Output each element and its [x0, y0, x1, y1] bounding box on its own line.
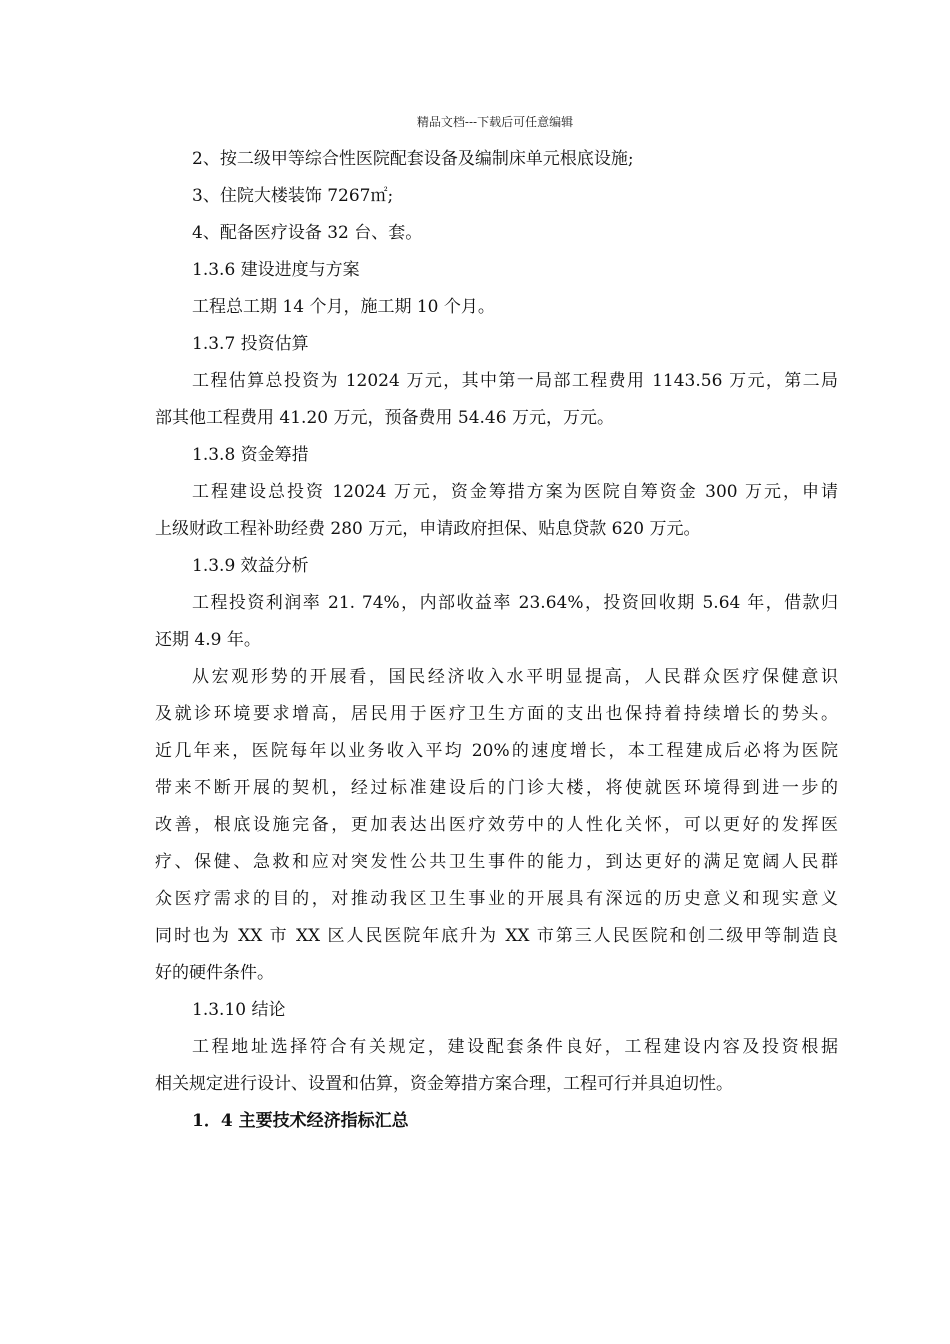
- paragraph-macro-line-9: 好的硬件条件。: [155, 963, 274, 983]
- section-heading-1-3-9: 1.3.9 效益分析: [192, 556, 309, 576]
- paragraph-macro-line-6: 疗、保健、急救和应对突发性公共卫生事件的能力，到达更好的满足宽阔人民群: [155, 852, 838, 872]
- paragraph-conclusion-line-2: 相关规定进行设计、设置和估算，资金筹措方案合理，工程可行并具迫切性。: [155, 1074, 733, 1094]
- paragraph-macro-line-4: 带来不断开展的契机，经过标准建设后的门诊大楼，将使就医环境得到进一步的: [155, 778, 838, 798]
- paragraph-conclusion-line-1: 工程地址选择符合有关规定，建设配套条件良好，工程建设内容及投资根据: [192, 1037, 838, 1057]
- paragraph-macro-line-7: 众医疗需求的目的，对推动我区卫生事业的开展具有深远的历史意义和现实意义: [155, 889, 838, 909]
- page-header: 精品文档---下载后可任意编辑: [416, 115, 574, 129]
- paragraph-funding-line-2: 上级财政工程补助经费 280 万元，申请政府担保、贴息贷款 620 万元。: [155, 519, 701, 539]
- list-item-2: 2、按二级甲等综合性医院配套设备及编制床单元根底设施;: [192, 149, 634, 169]
- section-heading-1-3-10: 1.3.10 结论: [192, 1000, 286, 1020]
- document-body: [155, 141, 838, 1140]
- section-heading-1-4: 1．4 主要技术经济指标汇总: [192, 1111, 409, 1131]
- section-heading-1-3-8: 1.3.8 资金筹措: [192, 445, 309, 465]
- paragraph-macro-line-8: 同时也为 XX 市 XX 区人民医院年底升为 XX 市第三人民医院和创二级甲等制造良: [155, 926, 838, 946]
- list-item-3: 3、住院大楼装饰 7267㎡;: [192, 186, 394, 206]
- paragraph-macro-line-3: 近几年来，医院每年以业务收入平均 20%的速度增长，本工程建成后必将为医院: [155, 741, 838, 761]
- paragraph-schedule: 工程总工期 14 个月，施工期 10 个月。: [192, 297, 495, 317]
- paragraph-macro-line-1: 从宏观形势的开展看，国民经济收入水平明显提高，人民群众医疗保健意识: [192, 667, 838, 687]
- paragraph-macro-line-5: 改善，根底设施完备，更加表达出医疗效劳中的人性化关怀，可以更好的发挥医: [155, 815, 838, 835]
- section-heading-1-3-6: 1.3.6 建设进度与方案: [192, 260, 360, 280]
- paragraph-benefit-line-1: 工程投资利润率 21. 74%，内部收益率 23.64%，投资回收期 5.64 年，借款归: [192, 593, 838, 613]
- list-item-4: 4、配备医疗设备 32 台、套。: [192, 223, 423, 243]
- paragraph-macro-line-2: 及就诊环境要求增高，居民用于医疗卫生方面的支出也保持着持续增长的势头。: [155, 704, 838, 724]
- paragraph-investment-line-1: 工程估算总投资为 12024 万元，其中第一局部工程费用 1143.56 万元，第二局: [192, 371, 838, 391]
- paragraph-funding-line-1: 工程建设总投资 12024 万元，资金筹措方案为医院自筹资金 300 万元，申请: [192, 482, 838, 502]
- section-heading-1-3-7: 1.3.7 投资估算: [192, 334, 309, 354]
- paragraph-benefit-line-2: 还期 4.9 年。: [155, 630, 261, 650]
- paragraph-investment-line-2: 部其他工程费用 41.20 万元，预备费用 54.46 万元，万元。: [155, 408, 614, 428]
